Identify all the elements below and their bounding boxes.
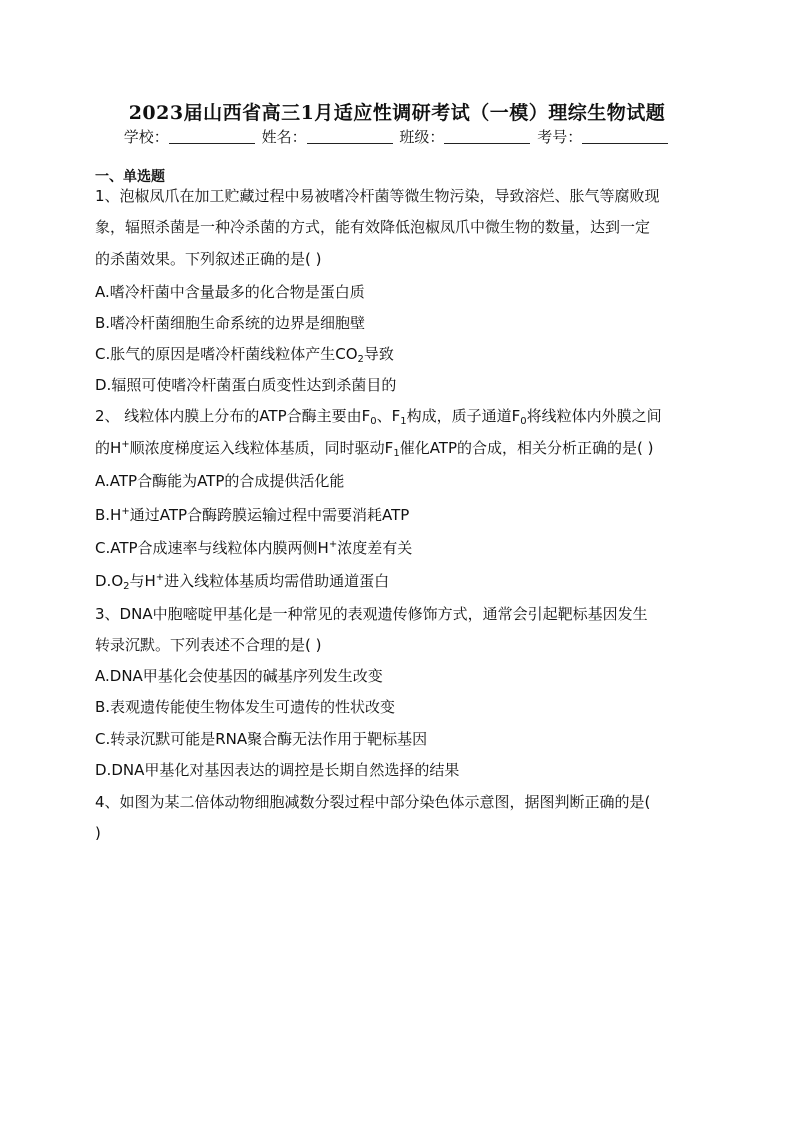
q1-option-b[interactable]: B.嗜冷杆菌细胞生命系统的边界是细胞壁	[95, 314, 366, 332]
q2-option-d-sup: +	[155, 572, 165, 583]
q2-option-c-text: C.ATP合成速率与线粒体内膜两侧H	[95, 539, 329, 557]
q2-option-b-text-end: 通过ATP合酶跨膜运输过程中需要消耗ATP	[129, 506, 410, 524]
q3-option-a[interactable]: A.DNA甲基化会使基因的碱基序列发生改变	[95, 667, 383, 685]
q2-text-6: 顺浓度梯度运入线粒体基质，同时驱动F	[129, 439, 394, 457]
q3-stem-line-2: 转录沉默。下列表述不合理的是( )	[95, 636, 322, 654]
school-blank[interactable]	[169, 129, 255, 144]
q2-option-c[interactable]	[95, 538, 412, 558]
q2-option-c-sup: +	[328, 539, 338, 550]
q2-text-3: 构成，质子通道F	[406, 407, 521, 425]
q2-text-5: 的H	[95, 439, 122, 457]
q2-sup-1: +	[121, 439, 130, 450]
q2-text-7: 催化ATP的合成，相关分析正确的是( )	[399, 439, 654, 457]
q1-option-c-sub: 2	[357, 354, 364, 365]
q4-stem-line-2: )	[95, 824, 101, 842]
q2-text-2: 、F	[376, 407, 401, 425]
q2-option-c-text-end: 浓度差有关	[337, 539, 413, 557]
q2-option-d-sub: 2	[123, 581, 130, 592]
name-label: 姓名：	[261, 128, 307, 146]
q2-option-d-text: D.O	[95, 572, 124, 590]
q1-stem-line-3: 的杀菌效果。下列叙述正确的是( )	[95, 250, 322, 268]
q1-option-a[interactable]: A.嗜冷杆菌中含量最多的化合物是蛋白质	[95, 283, 365, 301]
q2-option-d-text-end: 进入线粒体基质均需借助通道蛋白	[164, 572, 390, 590]
q2-option-d-text-mid: 与H	[129, 572, 156, 590]
q2-sub-4: 1	[393, 448, 400, 459]
q1-option-d[interactable]: D.辐照可使嗜冷杆菌蛋白质变性达到杀菌目的	[95, 376, 397, 394]
q3-option-d[interactable]: D.DNA甲基化对基因表达的调控是长期自然选择的结果	[95, 761, 460, 779]
q2-text-1: 2、 线粒体内膜上分布的ATP合酶主要由F	[95, 407, 371, 425]
q2-option-a[interactable]: A.ATP合酶能为ATP的合成提供活化能	[95, 472, 345, 490]
q1-stem-line-2: 象，辐照杀菌是一种冷杀菌的方式，能有效降低泡椒凤爪中微生物的数量，达到一定	[95, 218, 651, 236]
q2-sub-3: 0	[520, 416, 527, 427]
school-label: 学校：	[123, 128, 169, 146]
section-heading: 一、单选题	[95, 169, 165, 185]
q2-text-4: 将线粒体内外膜之间	[526, 407, 662, 425]
q2-option-b-sup: +	[121, 506, 130, 517]
q1-option-c-text-end: 导致	[363, 345, 394, 363]
number-blank[interactable]	[582, 129, 668, 144]
class-label: 班级：	[399, 128, 445, 146]
q2-stem-line-1	[95, 406, 662, 426]
q2-option-b-text: B.H	[95, 506, 122, 524]
q4-stem-line-1: 4、如图为某二倍体动物细胞减数分裂过程中部分染色体示意图，据图判断正确的是(	[95, 793, 651, 811]
q3-option-b[interactable]: B.表观遗传能使生物体发生可遗传的性状改变	[95, 698, 396, 716]
q1-option-c-text: C.胀气的原因是嗜冷杆菌线粒体产生CO	[95, 345, 358, 363]
q1-stem-line-1: 1、泡椒凤爪在加工贮藏过程中易被嗜冷杆菌等微生物污染，导致溶烂、胀气等腐败现	[95, 187, 660, 205]
name-blank[interactable]	[307, 129, 393, 144]
class-blank[interactable]	[444, 129, 530, 144]
q3-stem-line-1: 3、DNA中胞嘧啶甲基化是一种常见的表观遗传修饰方式，通常会引起靶标基因发生	[95, 605, 648, 623]
q3-option-c[interactable]: C.转录沉默可能是RNA聚合酶无法作用于靶标基因	[95, 730, 428, 748]
number-label: 考号：	[537, 128, 583, 146]
q2-stem-line-2	[95, 438, 653, 458]
student-info-row	[0, 126, 794, 147]
exam-title: 2023届山西省高三1月适应性调研考试（一模）理综生物试题	[128, 102, 666, 124]
q2-sub-2: 1	[400, 416, 407, 427]
q2-option-b[interactable]	[95, 505, 409, 525]
q2-sub-1: 0	[370, 416, 377, 427]
q2-option-d[interactable]	[95, 571, 389, 591]
q1-option-c[interactable]	[95, 344, 394, 364]
